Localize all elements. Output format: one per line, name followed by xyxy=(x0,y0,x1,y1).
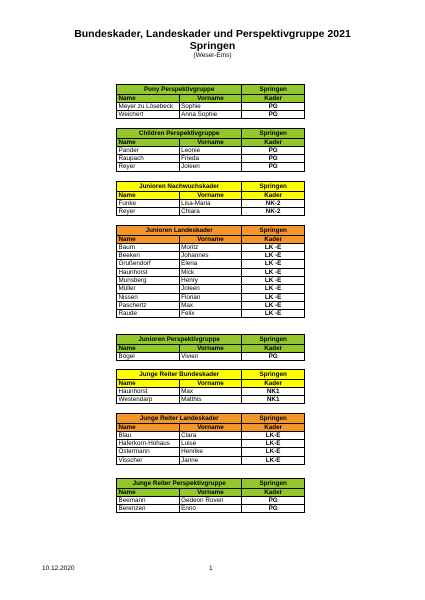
cell-vorname: Henrike xyxy=(179,448,242,456)
section-header-row xyxy=(117,182,305,192)
column-header-vorname: Vorname xyxy=(179,423,242,431)
cell-vorname: Moritz xyxy=(179,243,242,251)
section-title: Junge Reiter Bundeskader xyxy=(117,370,242,380)
column-header-row xyxy=(117,488,305,496)
cell-name: Munsberg xyxy=(117,276,180,284)
column-header-row xyxy=(117,423,305,431)
table-row xyxy=(117,310,305,318)
cell-kader: LK -E xyxy=(242,252,305,260)
kader-table xyxy=(116,225,305,318)
cell-kader: NK1 xyxy=(242,396,305,404)
cell-vorname: Henry xyxy=(179,276,242,284)
footer-date: 10.12.2020 xyxy=(42,565,75,572)
cell-name: Raupach xyxy=(117,155,180,163)
section-header-row xyxy=(117,414,305,424)
cell-name: Pander xyxy=(117,146,180,154)
column-header-vorname: Vorname xyxy=(179,94,242,102)
section-header-row xyxy=(117,226,305,236)
column-header-kader: Kader xyxy=(242,94,305,102)
column-header-vorname: Vorname xyxy=(179,138,242,146)
section-discipline: Springen xyxy=(242,129,305,139)
table-row xyxy=(117,268,305,276)
cell-kader: PG xyxy=(242,102,305,110)
cell-kader: PG xyxy=(242,505,305,513)
table-row xyxy=(117,260,305,268)
cell-vorname: Sophie xyxy=(179,102,242,110)
cell-kader: LK -E xyxy=(242,310,305,318)
cell-vorname: Janne xyxy=(179,456,242,464)
column-header-row xyxy=(117,191,305,199)
section-discipline: Springen xyxy=(242,479,305,489)
column-header-vorname: Vorname xyxy=(179,344,242,352)
kader-table xyxy=(116,413,305,465)
cell-name: Haunhorst xyxy=(117,268,180,276)
section-discipline: Springen xyxy=(242,335,305,345)
cell-name: Paschertz xyxy=(117,301,180,309)
table-row xyxy=(117,496,305,504)
column-header-name: Name xyxy=(117,191,180,199)
cell-name: Bögel xyxy=(117,352,180,360)
section-title: Junge Reiter Landeskader xyxy=(117,414,242,424)
cell-vorname: Johannes xyxy=(179,252,242,260)
column-header-name: Name xyxy=(117,344,180,352)
table-row xyxy=(117,276,305,284)
section-title: Junge Reiter Perspektivgruppe xyxy=(117,479,242,489)
column-header-name: Name xyxy=(117,138,180,146)
cell-vorname: Lisa-Maria xyxy=(179,199,242,207)
table-row xyxy=(117,505,305,513)
cell-name: Reyer xyxy=(117,163,180,171)
table-row xyxy=(117,252,305,260)
cell-name: Müller xyxy=(117,285,180,293)
cell-name: Visscher xyxy=(117,456,180,464)
table-row xyxy=(117,301,305,309)
cell-name: Beeken xyxy=(117,252,180,260)
cell-vorname: Joleen xyxy=(179,163,242,171)
table-row xyxy=(117,448,305,456)
column-header-name: Name xyxy=(117,235,180,243)
cell-kader: LK -E xyxy=(242,293,305,301)
cell-vorname: Gedeon Ruven xyxy=(179,496,242,504)
cell-kader: LK -E xyxy=(242,285,305,293)
cell-vorname: Anna Sophie xyxy=(179,111,242,119)
column-header-row xyxy=(117,138,305,146)
column-header-kader: Kader xyxy=(242,235,305,243)
section-header-row xyxy=(117,370,305,380)
column-header-kader: Kader xyxy=(242,379,305,387)
region-label: (Weser-Ems) xyxy=(193,52,232,59)
section-discipline: Springen xyxy=(242,414,305,424)
section-header-row xyxy=(117,335,305,345)
cell-kader: LK -E xyxy=(242,268,305,276)
table-row xyxy=(117,111,305,119)
kader-table xyxy=(116,128,305,172)
cell-kader: NK-2 xyxy=(242,208,305,216)
cell-name: Nissen xyxy=(117,293,180,301)
section-title: Junioren Landeskader xyxy=(117,226,242,236)
cell-kader: LK -E xyxy=(242,276,305,284)
kader-table xyxy=(116,334,305,361)
column-header-row xyxy=(117,344,305,352)
table-row xyxy=(117,199,305,207)
table-row xyxy=(117,102,305,110)
column-header-vorname: Vorname xyxy=(179,379,242,387)
column-header-name: Name xyxy=(117,379,180,387)
cell-name: Funke xyxy=(117,199,180,207)
table-row xyxy=(117,293,305,301)
footer-page-number: 1 xyxy=(209,565,213,572)
cell-name: Beemann xyxy=(117,496,180,504)
section-title: Children Perspektivgruppe xyxy=(117,129,242,139)
cell-name: Haunhorst xyxy=(117,387,180,395)
cell-vorname: Frieda xyxy=(179,155,242,163)
column-header-row xyxy=(117,94,305,102)
cell-name: Raude xyxy=(117,310,180,318)
cell-kader: NK1 xyxy=(242,387,305,395)
kader-table xyxy=(116,478,305,513)
cell-vorname: Leonie xyxy=(179,146,242,154)
cell-name: Berenzen xyxy=(117,505,180,513)
cell-vorname: Vivien xyxy=(179,352,242,360)
table-row xyxy=(117,243,305,251)
cell-vorname: Elena xyxy=(179,260,242,268)
cell-kader: LK-E xyxy=(242,456,305,464)
section-header-row xyxy=(117,85,305,95)
cell-vorname: Enno xyxy=(179,505,242,513)
table-row xyxy=(117,396,305,404)
table-row xyxy=(117,285,305,293)
cell-name: Haferkorn-Hohaus xyxy=(117,440,180,448)
cell-kader: NK-2 xyxy=(242,199,305,207)
cell-vorname: Clara xyxy=(179,431,242,439)
section-discipline: Springen xyxy=(242,226,305,236)
cell-name: Grußendorf xyxy=(117,260,180,268)
column-header-name: Name xyxy=(117,423,180,431)
column-header-vorname: Vorname xyxy=(179,191,242,199)
table-row xyxy=(117,387,305,395)
section-title: Junioren Nachwuchskader xyxy=(117,182,242,192)
table-row xyxy=(117,352,305,360)
column-header-vorname: Vorname xyxy=(179,488,242,496)
kader-table xyxy=(116,84,305,119)
section-discipline: Springen xyxy=(242,370,305,380)
cell-kader: PG xyxy=(242,352,305,360)
cell-kader: PG xyxy=(242,496,305,504)
cell-vorname: Max xyxy=(179,387,242,395)
cell-vorname: Felix xyxy=(179,310,242,318)
column-header-vorname: Vorname xyxy=(179,235,242,243)
section-title: Junioren Perspektivgruppe xyxy=(117,335,242,345)
cell-name: Weichert xyxy=(117,111,180,119)
column-header-name: Name xyxy=(117,488,180,496)
cell-vorname: Mick xyxy=(179,268,242,276)
column-header-kader: Kader xyxy=(242,423,305,431)
column-header-kader: Kader xyxy=(242,344,305,352)
page-subtitle: Springen xyxy=(189,40,236,52)
cell-vorname: Luise xyxy=(179,440,242,448)
column-header-row xyxy=(117,379,305,387)
cell-name: Reyer xyxy=(117,208,180,216)
table-row xyxy=(117,431,305,439)
column-header-kader: Kader xyxy=(242,138,305,146)
cell-vorname: Matthis xyxy=(179,396,242,404)
cell-kader: PG xyxy=(242,155,305,163)
cell-name: Meyer zu Lösebeck xyxy=(117,102,180,110)
column-header-row xyxy=(117,235,305,243)
table-row xyxy=(117,208,305,216)
cell-kader: PG xyxy=(242,163,305,171)
cell-kader: LK -E xyxy=(242,260,305,268)
cell-kader: PG xyxy=(242,146,305,154)
section-header-row xyxy=(117,129,305,139)
table-row xyxy=(117,440,305,448)
cell-kader: LK -E xyxy=(242,301,305,309)
table-row xyxy=(117,163,305,171)
table-row xyxy=(117,146,305,154)
section-header-row xyxy=(117,479,305,489)
cell-name: Ostermann xyxy=(117,448,180,456)
cell-vorname: Florian xyxy=(179,293,242,301)
kader-table xyxy=(116,181,305,216)
cell-kader: LK -E xyxy=(242,243,305,251)
section-discipline: Springen xyxy=(242,85,305,95)
cell-name: Westendarp xyxy=(117,396,180,404)
cell-kader: LK-E xyxy=(242,431,305,439)
table-row xyxy=(117,155,305,163)
cell-name: Blau xyxy=(117,431,180,439)
section-discipline: Springen xyxy=(242,182,305,192)
table-row xyxy=(117,456,305,464)
column-header-name: Name xyxy=(117,94,180,102)
cell-kader: LK-E xyxy=(242,448,305,456)
cell-kader: LK-E xyxy=(242,440,305,448)
cell-name: Baum xyxy=(117,243,180,251)
cell-vorname: Max xyxy=(179,301,242,309)
cell-kader: PG xyxy=(242,111,305,119)
cell-vorname: Joleen xyxy=(179,285,242,293)
column-header-kader: Kader xyxy=(242,488,305,496)
kader-table xyxy=(116,369,305,404)
section-title: Pony Perspektivgruppe xyxy=(117,85,242,95)
cell-vorname: Chiara xyxy=(179,208,242,216)
page-title: Bundeskader, Landeskader und Perspektivgruppe 2021 xyxy=(74,28,351,40)
column-header-kader: Kader xyxy=(242,191,305,199)
